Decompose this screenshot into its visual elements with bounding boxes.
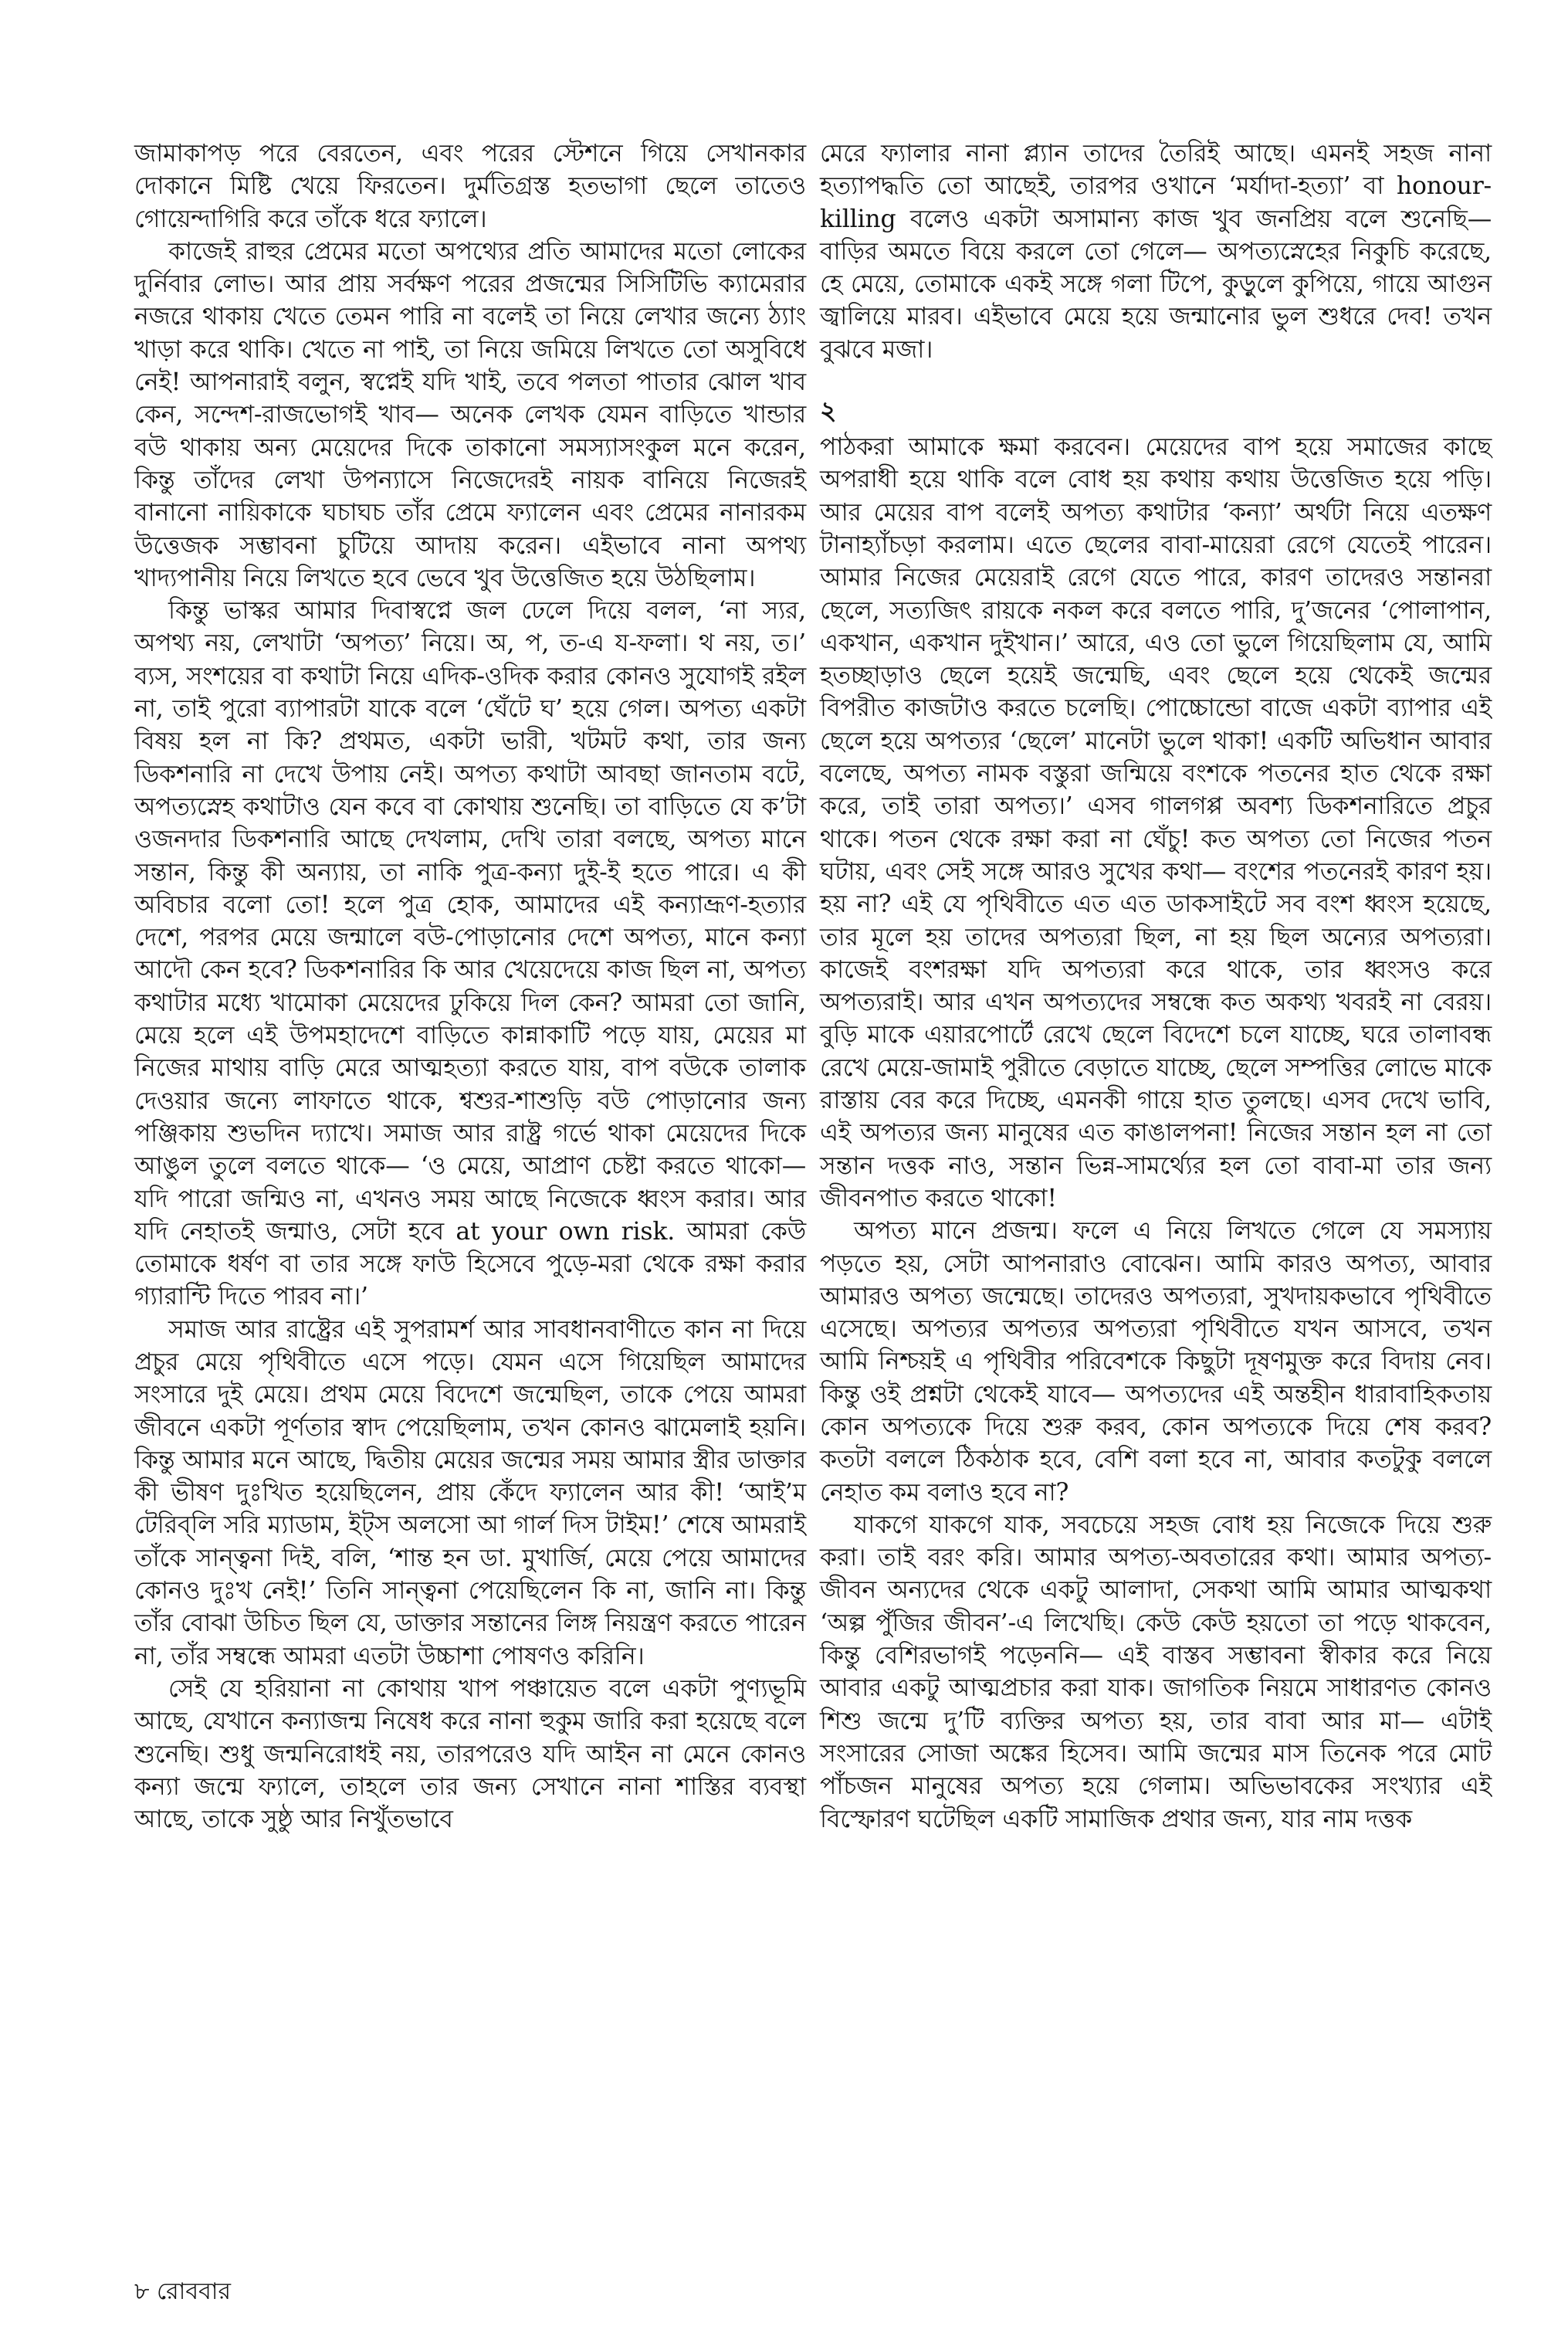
left-paragraph-2: কাজেই রাহুর প্রেমের মতো অপথ্যের প্রতি আমাদের মতো লোকের দুর্নিবার লোভ। আর প্রায় সর্বক্ষণ পরের প্রজন্মের সিসিটিভি ক্যামেরার নজরে থাকায় খেতে তেমন পারি না বলেই তা নিয়ে লেখার জন্যে ঠ্যাং খাড়া করে থাকি। খেতে না পাই, তা নিয়ে জমিয়ে লিখতে তো অসুবিধে নেই! আপনারাই বলুন, স্বপ্নেই যদি খাই, তবে পলতা পাতার ঝোল খাব কেন, সন্দেশ-রাজভোগই খাব— অনেক লেখক যেমন বাড়িতে খান্ডার বউ থাকায় অন্য মেয়েদের দিকে তাকানো সমস্যাসংকুল মনে করেন, কিন্তু তাঁদের লেখা উপন্যাসে নিজেদেরই নায়ক বানিয়ে নিজেরই বানানো নায়িকাকে ঘচাঘচ তাঁর প্রেমে ফ্যালেন এবং প্রেমের নানারকম উত্তেজক সম্ভাবনা চুটিয়ে আদায় করেন। এইভাবে নানা অপথ্য খাদ্যপানীয় নিয়ে লিখতে হবে ভেবে খুব উত্তেজিত হয়ে উঠছিলাম। xyxy=(134,237,806,592)
right-paragraph-2: পাঠকরা আমাকে ক্ষমা করবেন। মেয়েদের বাপ হয়ে সমাজের কাছে অপরাধী হয়ে থাকি বলে বোধ হয় কথায় কথায় উত্তেজিত হয়ে পড়ি। আর মেয়ের বাপ বলেই অপত্য কথাটার ‘কন্যা’ অর্থটা নিয়ে এতক্ষণ টানাহ্যাঁচড়া করলাম। এতে ছেলের বাবা-মায়েরা রেগে যেতেই পারেন। আমার নিজের মেয়েরাই রেগে যেতে পারে, কারণ তাদেরও সন্তানরা ছেলে, সত্যজিৎ রায়কে নকল করে বলতে পারি, দু’জনের ‘পোলাপান, একখান, একখান দুইখান।’ আরে, এও তো ভুলে গিয়েছিলাম যে, আমি হতচ্ছাড়াও ছেলে হয়েই জন্মেছি, এবং ছেলে হয়ে থেকেই জন্মের বিপরীত কাজটাও করতে চলেছি। পোচ্চোন্ডো বাজে একটা ব্যাপার এই ছেলে হয়ে অপত্যর ‘ছেলে’ মানেটা ভুলে থাকা! একটি অভিধান আবার বলেছে, অপত্য নামক বস্তুরা জন্মিয়ে বংশকে পতনের হাত থেকে রক্ষা করে, তাই তারা অপত্য।’ এসব গালগপ্প অবশ্য ডিকশনারিতে প্রচুর থাকে। পতন থেকে রক্ষা করা না ঘেঁচু! কত অপত্য তো নিজের পতন ঘটায়, এবং সেই সঙ্গে আরও সুখের কথা— বংশের পতনেরই কারণ হয়। হয় না? এই যে পৃথিবীতে এত এত ডাকসাইটে সব বংশ ধ্বংস হয়েছে, তার মূলে হয় তাদের অপত্যরা ছিল, না হয় ছিল অন্যের অপত্যরা। কাজেই বংশরক্ষা যদি অপত্যরা করে থাকে, তার ধ্বংসও করে অপত্যরাই। আর এখন অপত্যদের সম্বন্ধে কত অকথ্য খবরই না বেরয়। বুড়ি মাকে এয়ারপোর্টে রেখে ছেলে বিদেশে চলে যাচ্ছে, ঘরে তালাবন্ধ রেখে মেয়ে-জামাই পুরীতে বেড়াতে যাচ্ছে, ছেলে সম্পত্তির লোভে মাকে রাস্তায় বের করে দিচ্ছে, এমনকী গায়ে হাত তুলছে। এসব দেখে ভাবি, এই অপত্যর জন্য মানুষের এত কাঙালপনা! নিজের সন্তান হল না তো সন্তান দত্তক নাও, সন্তান ভিন্ন-সামর্থ্যের হল তো বাবা-মা তার জন্য জীবনপাত করতে থাকো! xyxy=(820,433,1492,1212)
left-paragraph-5: সেই যে হরিয়ানা না কোথায় খাপ পঞ্চায়েত বলে একটা পুণ্যভূমি আছে, যেখানে কন্যাজন্ম নিষেধ করে নানা হুকুম জারি করা হয়েছে বলে শুনেছি। শুধু জন্মনিরোধই নয়, তারপরেও যদি আইন না মেনে কোনও কন্যা জন্মে ফ্যালে, তাহলে তার জন্য সেখানে নানা শাস্তির ব্যবস্থা আছে, তাকে সুষ্ঠু আর নিখুঁতভাবে xyxy=(134,1674,806,1834)
left-paragraph-1: জামাকাপড় পরে বেরতেন, এবং পরের স্টেশনে গিয়ে সেখানকার দোকানে মিষ্টি খেয়ে ফিরতেন। দুর্মতিগ্রস্ত হতভাগা ছেলে তাতেও গোয়েন্দাগিরি করে তাঁকে ধরে ফ্যালে। xyxy=(134,140,806,233)
right-column xyxy=(820,137,1492,1836)
right-paragraph-3: অপত্য মানে প্রজন্ম। ফলে এ নিয়ে লিখতে গেলে যে সমস্যায় পড়তে হয়, সেটা আপনারাও বোঝেন। আমি কারও অপত্য, আবার আমারও অপত্য জন্মেছে। তাদেরও অপত্যরা, সুখদায়কভাবে পৃথিবীতে এসেছে। অপত্যর অপত্যর অপত্যরা পৃথিবীতে যখন আসবে, তখন আমি নিশ্চয়ই এ পৃথিবীর পরিবেশকে কিছুটা দূষণমুক্ত করে বিদায় নেব। কিন্তু ওই প্রশ্নটা থেকেই যাবে— অপত্যদের এই অন্তহীন ধারাবাহিকতায় কোন অপত্যকে দিয়ে শুরু করব, কোন অপত্যকে দিয়ে শেষ করব? কতটা বললে ঠিকঠাক হবে, বেশি বলা হবে না, আবার কতটুকু বললে নেহাত কম বলাও হবে না? xyxy=(820,1217,1492,1507)
right-paragraph-1: মেরে ফ্যালার নানা প্ল্যান তাদের তৈরিই আছে। এমনই সহজ নানা হত্যাপদ্ধতি তো আছেই, তারপর ওখানে ‘মর্যাদা-হত্যা’ বা honour-killing বলেও একটা অসামান্য কাজ খুব জনপ্রিয় বলে শুনেছি— বাড়ির অমতে বিয়ে করলে তো গেলে— অপত্যস্নেহের নিকুচি করেছে, হে মেয়ে, তোমাকে একই সঙ্গে গলা টিপে, কুড়ুলে কুপিয়ে, গায়ে আগুন জ্বালিয়ে মারব। এইভাবে মেয়ে হয়ে জন্মানোর ভুল শুধরে দেব! তখন বুঝবে মজা। xyxy=(820,140,1492,364)
right-paragraph-4: যাকগে যাকগে যাক, সবচেয়ে সহজ বোধ হয় নিজেকে দিয়ে শুরু করা। তাই বরং করি। আমার অপত্য-অবতারের কথা। আমার অপত্য-জীবন অন্যদের থেকে একটু আলাদা, সেকথা আমি আমার আত্মকথা ‘অল্প পুঁজির জীবন’-এ লিখেছি। কেউ কেউ হয়তো তা পড়ে থাকবেন, কিন্তু বেশিরভাগই পড়েননি— এই বাস্তব সম্ভাবনা স্বীকার করে নিয়ে আবার একটু আত্মপ্রচার করা যাক। জাগতিক নিয়মে সাধারণত কোনও শিশু জন্মে দু’টি ব্যক্তির অপত্য হয়, তার বাবা আর মা— এটাই সংসারের সোজা অঙ্কের হিসেব। আমি জন্মের মাস তিনেক পরে মোট পাঁচজন মানুষের অপত্য হয়ে গেলাম। অভিভাবকের সংখ্যার এই বিস্ফোরণ ঘটেছিল একটি সামাজিক প্রথার জন্য, যার নাম দত্তক xyxy=(820,1511,1492,1833)
section-number: ২ xyxy=(820,395,837,426)
left-paragraph-3: কিন্তু ভাস্কর আমার দিবাস্বপ্নে জল ঢেলে দিয়ে বলল, ‘না স্যর, অপথ্য নয়, লেখাটা ‘অপত্য’ নিয়ে। অ, প, ত-এ য-ফলা। থ নয়, ত।’ ব্যস, সংশয়ের বা কথাটা নিয়ে এদিক-ওদিক করার কোনও সুযোগই রইল না, তাই পুরো ব্যাপারটা যাকে বলে ‘ঘেঁটে ঘ’ হয়ে গেল। অপত্য একটা বিষয় হল না কি? প্রথমত, একটা ভারী, খটমট কথা, তার জন্য ডিকশনারি না দেখে উপায় নেই। অপত্য কথাটা আবছা জানতাম বটে, অপত্যস্নেহ কথাটাও যেন কবে বা কোথায় শুনেছি। তা বাড়িতে যে ক’টা ওজনদার ডিকশনারি আছে দেখলাম, দেখি তারা বলছে, অপত্য মানে সন্তান, কিন্তু কী অন্যায়, তা নাকি পুত্র-কন্যা দুই-ই হতে পারে। এ কী অবিচার বলো তো! হলে পুত্র হোক, আমাদের এই কন্যাভ্রূণ-হত্যার দেশে, পরপর মেয়ে জন্মালে বউ-পোড়ানোর দেশে অপত্য, মানে কন্যা আদৌ কেন হবে? ডিকশনারির কি আর খেয়েদেয়ে কাজ ছিল না, অপত্য কথাটার মধ্যে খামোকা মেয়েদের ঢুকিয়ে দিল কেন? আমরা তো জানি, মেয়ে হলে এই উপমহাদেশে বাড়িতে কান্নাকাটি পড়ে যায়, মেয়ের মা নিজের মাথায় বাড়ি মেরে আত্মহত্যা করতে যায়, বাপ বউকে তালাক দেওয়ার জন্যে লাফাতে থাকে, শ্বশুর-শাশুড়ি বউ পোড়ানোর জন্য পঞ্জিকায় শুভদিন দ্যাখে। সমাজ আর রাষ্ট্র গর্ভে থাকা মেয়েদের দিকে আঙুল তুলে বলতে থাকে— ‘ও মেয়ে, আপ্রাণ চেষ্টা করতে থাকো— যদি পারো জন্মিও না, এখনও সময় আছে নিজেকে ধ্বংস করার। আর যদি নেহাতই জন্মাও, সেটা হবে at your own risk. আমরা কেউ তোমাকে ধর্ষণ বা তার সঙ্গে ফাউ হিসেবে পুড়ে-মরা থেকে রক্ষা করার গ্যারান্টি দিতে পারব না।’ xyxy=(134,597,806,1311)
page-folio: ৮ রোববার xyxy=(134,2278,231,2305)
left-paragraph-4: সমাজ আর রাষ্ট্রের এই সুপরামর্শ আর সাবধানবাণীতে কান না দিয়ে প্রচুর মেয়ে পৃথিবীতে এসে পড়ে। যেমন এসে গিয়েছিল আমাদের সংসারে দুই মেয়ে। প্রথম মেয়ে বিদেশে জন্মেছিল, তাকে পেয়ে আমরা জীবনে একটা পূর্ণতার স্বাদ পেয়েছিলাম, তখন কোনও ঝামেলাই হয়নি। কিন্তু আমার মনে আছে, দ্বিতীয় মেয়ের জন্মের সময় আমার স্ত্রীর ডাক্তার কী ভীষণ দুঃখিত হয়েছিলেন, প্রায় কেঁদে ফ্যালেন আর কী! ‘আই’ম টেরিব্‌লি সরি ম্যাডাম, ইট্‌স অলসো আ গার্ল দিস টাইম!’ শেষে আমরাই তাঁকে সান্ত্বনা দিই, বলি, ‘শান্ত হন ডা. মুখার্জি, মেয়ে পেয়ে আমাদের কোনও দুঃখ নেই!’ তিনি সান্ত্বনা পেয়েছিলেন কি না, জানি না। কিন্তু তাঁর বোঝা উচিত ছিল যে, ডাক্তার সন্তানের লিঙ্গ নিয়ন্ত্রণ করতে পারেন না, তাঁর সম্বন্ধে আমরা এতটা উচ্চাশা পোষণও করিনি। xyxy=(134,1315,806,1670)
left-column xyxy=(134,137,806,1836)
